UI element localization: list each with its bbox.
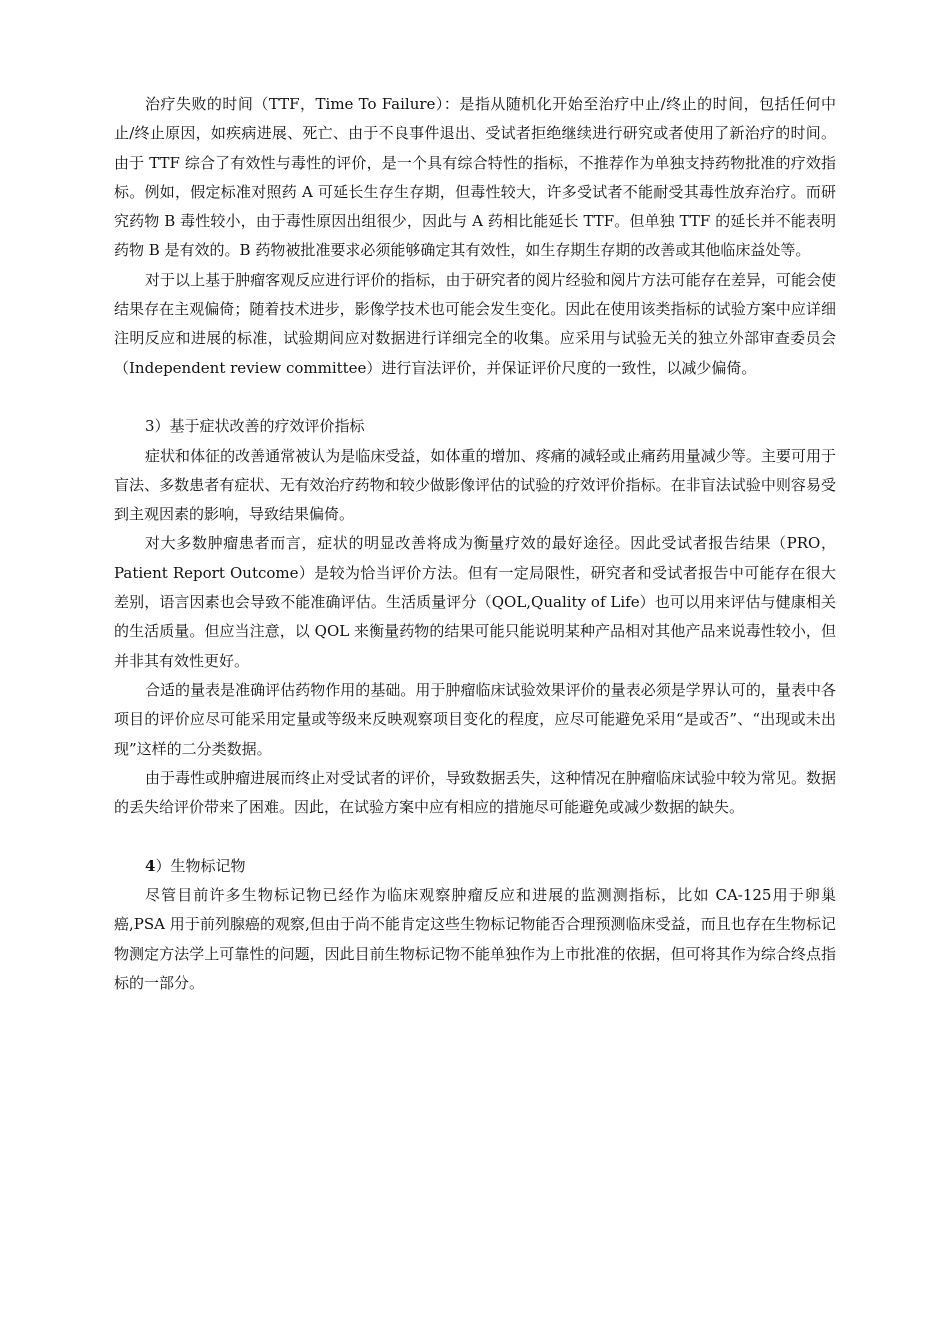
paragraph-data-loss: 由于毒性或肿瘤进展而终止对受试者的评价，导致数据丢失，这种情况在肿瘤临床试验中较为常见。数据的丢失给评价带来了困难。因此，在试验方案中应有相应的措施尽可能避免或减少数据的缺失。 [114,768,836,817]
spacer [114,822,836,851]
section-heading-4-text: ）生物标记物 [155,856,246,875]
section-heading-4 [114,852,836,881]
section-heading-3: 3）基于症状改善的疗效评价指标 [145,417,365,436]
paragraph-biomarkers: 尽管目前许多生物标记物已经作为临床观察肿瘤反应和进展的监测测指标，比如 CA-125用于卵巢癌,PSA 用于前列腺癌的观察,但由于尚不能肯定这些生物标记物能否合理预测临床受益，而且也存在生物标记物测定方法学上可靠性的问题，因此目前生物标记物不能单独作为上市批准的依据，但可将其作为综合终点指标的一部分。 [114,886,836,992]
spacer [114,383,836,412]
document-body [114,90,836,998]
paragraph-objective-response-bias: 对于以上基于肿瘤客观反应进行评价的指标，由于研究者的阅片经验和阅片方法可能存在差异，可能会使结果存在主观偏倚；随着技术进步，影像学技术也可能会发生变化。因此在使用该类指标的试验方案中应详细注明反应和进展的标准，试验期间应对数据进行详细完全的收集。应采用与试验无关的独立外部审查委员会（Independent review committee）进行盲法评价，并保证评价尺度的一致性，以减少偏倚。 [114,270,836,377]
paragraph-ttf-definition: 治疗失败的时间（TTF，Time To Failure）：是指从随机化开始至治疗中止/终止的时间，包括任何中止/终止原因，如疾病进展、死亡、由于不良事件退出、受试者拒绝继续进行研究或者使用了新治疗的时间。由于 TTF 综合了有效性与毒性的评价，是一个具有综合特性的指标，不推荐作为单独支持药物批准的疗效指标。例如，假定标准对照药 A 可延长生存生存期，但毒性较大，许多受试者不能耐受其毒性放弃治疗。而研究药物 B 毒性较小，由于毒性原因出组很少，因此与 A 药相比能延长 TTF。但单独 TTF 的延长并不能表明药物 B 是有效的。B 药物被批准要求必须能够确定其有效性，如生存期生存期的改善或其他临床益处等。 [114,95,836,260]
section-number-4: 4 [145,856,156,875]
paragraph-scale-requirements: 合适的量表是准确评估药物作用的基础。用于肿瘤临床试验效果评价的量表必须是学界认可的，量表中各项目的评价应尽可能采用定量或等级来反映观察项目变化的程度，应尽可能避免采用“是或否”、“出现或未出现”这样的二分类数据。 [114,680,836,758]
paragraph-patient-report-outcome: 对大多数肿瘤患者而言，症状的明显改善将成为衡量疗效的最好途径。因此受试者报告结果（PRO，Patient Report Outcome）是较为恰当评价方法。但有一定局限性，研究者和受试者报告中可能存在很大差别，语言因素也会导致不能准确评估。生活质量评分（QOL,Quality of Life）也可以用来评估与健康相关的生活质量。但应当注意，以 QOL 来衡量药物的结果可能只能说明某种产品相对其他产品来说毒性较小，但并非其有效性更好。 [114,534,836,670]
paragraph-symptom-improvement: 症状和体征的改善通常被认为是临床受益，如体重的增加、疼痛的减轻或止痛药用量减少等。主要可用于盲法、多数患者有症状、无有效治疗药物和较少做影像评估的试验的疗效评价指标。在非盲法试验中则容易受到主观因素的影响，导致结果偏倚。 [114,446,836,524]
